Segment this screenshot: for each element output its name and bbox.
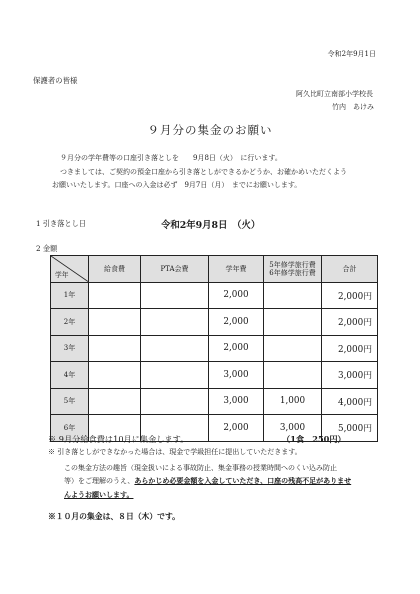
note-october: ※１０月の集金は、８日（木）です。 [48,512,180,521]
cell-total: 4,000円 [322,388,378,415]
cell-lunch [89,309,141,336]
note-meal-price: （1食 250円） [282,434,346,444]
table-row [51,309,378,336]
header-trip [264,256,322,283]
header-pta: PTA会費 [141,256,209,283]
body-line-3: お願いいたします。口座への入金は必ず 9月7日（月） までにお願いします。 [52,181,302,189]
cell-lunch [89,282,141,309]
cell-pta [141,282,209,309]
cell-lunch [89,388,141,415]
note-request [64,476,351,486]
fee-table [50,255,378,442]
document-date: 令和2年9月1日 [327,50,376,58]
note-lunch-fee: ※ 9月分給食費は10月に集金します。 [48,434,189,444]
cell-total: 5,000円 [322,415,378,442]
cell-trip: 3,000 [264,415,322,442]
withdrawal-date: 令和2年9月8日 （火） [161,220,261,231]
cell-trip [264,335,322,362]
cell-grade: 3年 [51,335,89,362]
cell-trip [264,362,322,389]
cell-grade: 2年 [51,309,89,336]
cell-total: 2,000円 [322,309,378,336]
cell-grade: 4年 [51,362,89,389]
body-text [52,152,392,193]
table-header-row [51,256,378,283]
cell-pta [141,335,209,362]
header-grade [51,256,89,283]
cell-trip: 1,000 [264,388,322,415]
recipient: 保護者の皆様 [33,76,78,85]
cell-pta [141,362,209,389]
cell-total: 2,000円 [322,282,378,309]
school-name: 阿久比町立南部小学校長 [296,90,373,98]
cell-total: 3,000円 [322,362,378,389]
cell-school-fee: 3,000 [209,388,264,415]
cell-lunch [89,362,141,389]
cell-pta [141,309,209,336]
cell-trip [264,309,322,336]
note-cash-payment: ※ 引き落としができなかった場合は、現金で学級担任に提出していただきます。 [48,448,302,456]
table-row [51,388,378,415]
cell-school-fee: 2,000 [209,309,264,336]
table-row [51,362,378,389]
note-request-end: んようお願いします。 [64,490,134,499]
header-school-fee: 学年費 [209,256,264,283]
section-2-label: 2 金額 [36,244,58,253]
note-purpose: この集金方法の趣旨（現金扱いによる事故防止、集金事務の授業時間へのくい込み防止 [64,464,337,472]
header-trip-line-1: 5年修学旅行費 [269,260,316,269]
section-1-label: 1 引き落とし日 [36,219,86,228]
header-lunch: 給食費 [89,256,141,283]
header-total: 合計 [322,256,378,283]
principal-name: 竹内 あけみ [332,103,374,111]
header-trip-line-2: 6年修学旅行費 [269,268,316,277]
table-row [51,335,378,362]
cell-school-fee: 2,000 [209,282,264,309]
cell-grade: 6年 [51,415,89,442]
body-line-2: つきましては、ご契約の預金口座から引き落としができるかどうか、お確かめいただくよう [60,167,347,176]
note-request-prefix: 等）をご理解のうえ、 [64,477,135,485]
cell-trip [264,282,322,309]
header-grade-label: 学年 [55,270,69,279]
cell-lunch [89,335,141,362]
cell-pta [141,388,209,415]
table-row [51,282,378,309]
note-request-bold: あらかじめ必要金額を入金していただき、口座の残高不足がありませ [134,476,352,485]
cell-grade: 1年 [51,282,89,309]
cell-grade: 5年 [51,388,89,415]
document-title: ９月分の集金のお願い [147,123,273,137]
cell-school-fee: 2,000 [209,415,264,442]
body-line-1: ９月分の学年費等の口座引き落としを 9月8日（火） に行います。 [60,154,282,162]
cell-school-fee: 3,000 [209,362,264,389]
cell-total: 2,000円 [322,335,378,362]
cell-school-fee: 2,000 [209,335,264,362]
